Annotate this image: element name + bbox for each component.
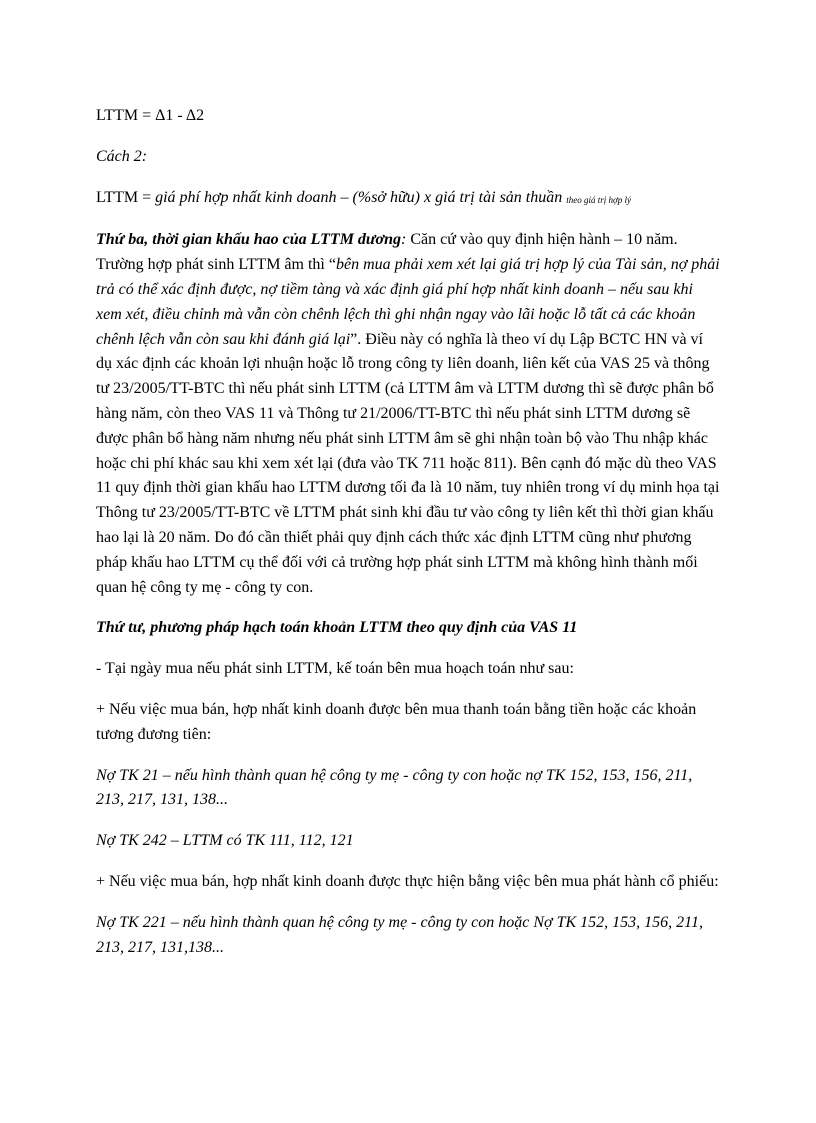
formula-2 — [96, 186, 720, 213]
method-2-label: Cách 2: — [96, 147, 148, 165]
journal-entry-2: Nợ TK 242 – LTTM có TK 111, 112, 121 — [96, 832, 354, 850]
third-colon: : — [401, 231, 407, 249]
fourth-heading: Thứ tư, phương pháp hạch toán khoản LTTM theo quy định của VAS 11 — [96, 619, 578, 637]
paragraph-purchase-date: - Tại ngày mua nếu phát sinh LTTM, kế toán bên mua hoạch toán như sau: — [96, 660, 574, 678]
formula-2-subscript: theo giá trị hợp lý — [566, 194, 632, 205]
formula-1: LTTM = Δ1 - Δ2 — [96, 107, 205, 124]
document-body — [96, 104, 720, 960]
third-intro: Căn cứ vào quy định hiện hành – 10 năm. Trường hợp phát sinh LTTM âm thì “ — [96, 231, 678, 274]
journal-entry-3: Nợ TK 221 – nếu hình thành quan hệ công ty mẹ - công ty con hoặc Nợ TK 152, 153, 156, 211, 213, 217, 131,138... — [96, 913, 703, 956]
paragraph-share-issue: + Nếu việc mua bán, hợp nhất kinh doanh được thực hiện bằng việc bên mua phát hành cổ phiếu: — [96, 872, 719, 890]
journal-entry-1: Nợ TK 21 – nếu hình thành quan hệ công ty mẹ - công ty con hoặc nợ TK 152, 153, 156, 211, 213, 217, 131, 138... — [96, 766, 693, 809]
formula-2-prefix: LTTM = — [96, 188, 156, 206]
third-rest: ”. Điều này có nghĩa là theo ví dụ Lập BCTC HN và ví dụ xác định các khoản lợi nhuận hoặc lỗ trong công ty liên doanh, liên kết của VAS 25 và thông tư 23/2005/TT-BTC thì nếu phát sinh LTTM (cả LTTM âm và LTTM dương thì sẽ được phân bổ hàng năm, còn theo VAS 11 và Thông tư 21/2006/TT-BTC thì nếu phát sinh LTTM dương sẽ được phân bổ hàng năm nhưng nếu phát sinh LTTM âm sẽ ghi nhận toàn bộ vào Thu nhập khác hoặc chi phí khác sau khi xem xét lại (đưa vào TK 711 hoặc 811). Bên cạnh đó mặc dù theo VAS 11 quy định thời gian khấu hao LTTM dương tối đa là 10 năm, tuy nhiên trong ví dụ minh họa tại Thông tư 23/2005/TT-BTC về LTTM phát sinh khi đầu tư vào công ty liên kết thì thời gian khấu hao lại là 20 năm. Do đó cần thiết phải quy định cách thức xác định LTTM cũng như phương pháp khấu hao LTTM cụ thể đối với cả trường hợp phát sinh LTTM mà không hình thành mối quan hệ công ty mẹ - công ty con. — [96, 330, 720, 596]
third-quote: bên mua phải xem xét lại giá trị hợp lý của Tài sản, nợ phải trả có thể xác định được, nợ tiềm tàng và xác định giá phí hợp nhất kinh doanh – nếu sau khi xem xét, điều chỉnh mà vẫn còn chênh lệch thì ghi nhận ngay vào lãi hoặc lỗ tất cả các khoản chênh lệch vẫn còn sau khi đánh giá lại — [96, 256, 720, 348]
paragraph-third — [96, 228, 720, 600]
third-heading: Thứ ba, thời gian khấu hao của LTTM dương — [96, 231, 401, 249]
formula-2-body: giá phí hợp nhất kinh doanh – (%sở hữu) x giá trị tài sản thuần — [155, 188, 563, 206]
paragraph-cash-payment: + Nếu việc mua bán, hợp nhất kinh doanh được bên mua thanh toán bằng tiền hoặc các khoản tương đương tiên: — [96, 700, 697, 743]
